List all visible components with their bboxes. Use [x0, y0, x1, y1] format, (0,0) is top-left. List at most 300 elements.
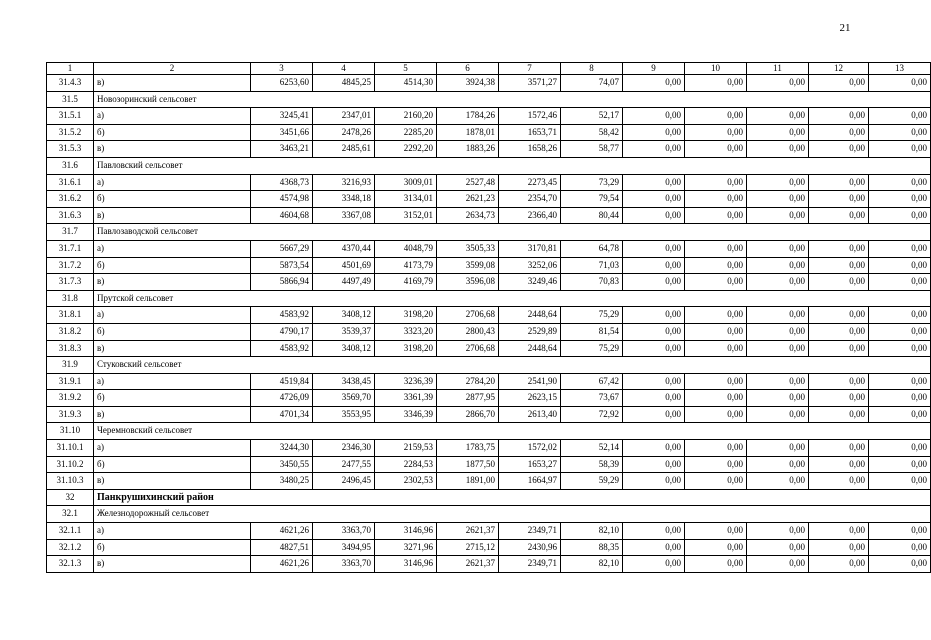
value-cell: 3363,70: [313, 523, 375, 540]
value-cell: 0,00: [809, 274, 869, 291]
value-cell: 3216,93: [313, 174, 375, 191]
column-number-header-13: 13: [869, 63, 931, 75]
value-cell: 3009,01: [375, 174, 437, 191]
settlement-name: Железнодорожный сельсовет: [94, 506, 931, 523]
value-cell: 4519,84: [251, 373, 313, 390]
value-cell: 1783,75: [437, 440, 499, 457]
value-cell: 3553,95: [313, 406, 375, 423]
value-cell: 0,00: [747, 257, 809, 274]
value-cell: 2527,48: [437, 174, 499, 191]
value-cell: 2621,37: [437, 523, 499, 540]
value-cell: 0,00: [747, 174, 809, 191]
value-cell: 4169,79: [375, 274, 437, 291]
value-cell: 0,00: [623, 539, 685, 556]
value-cell: 2706,68: [437, 307, 499, 324]
value-cell: 0,00: [623, 240, 685, 257]
row-code-cell: 31.8.2: [47, 323, 94, 340]
value-cell: 6253,60: [251, 75, 313, 92]
value-cell: 0,00: [623, 257, 685, 274]
value-cell: 3451,66: [251, 124, 313, 141]
value-cell: 73,29: [561, 174, 623, 191]
value-cell: 70,83: [561, 274, 623, 291]
option-label-cell: а): [94, 440, 251, 457]
value-cell: 2621,37: [437, 556, 499, 573]
row-code-cell: 31.5: [47, 91, 94, 108]
value-cell: 0,00: [869, 406, 931, 423]
table-row: [47, 257, 931, 274]
settlement-name: Прутской сельсовет: [94, 290, 931, 307]
row-code-cell: 31.6: [47, 157, 94, 174]
value-cell: 88,35: [561, 539, 623, 556]
table-row: [47, 191, 931, 208]
value-cell: 0,00: [747, 307, 809, 324]
value-cell: 72,92: [561, 406, 623, 423]
value-cell: 2273,45: [499, 174, 561, 191]
settlement-name: Павлозаводской сельсовет: [94, 224, 931, 241]
value-cell: 3571,27: [499, 75, 561, 92]
column-number-header-1: 1: [47, 63, 94, 75]
value-cell: 2877,95: [437, 390, 499, 407]
table-row: [47, 539, 931, 556]
column-number-header-8: 8: [561, 63, 623, 75]
table-row: [47, 207, 931, 224]
value-cell: 0,00: [623, 274, 685, 291]
row-code-cell: 31.8.1: [47, 307, 94, 324]
option-label-cell: в): [94, 556, 251, 573]
value-cell: 1653,27: [499, 456, 561, 473]
value-cell: 3569,70: [313, 390, 375, 407]
row-code-cell: 31.5.3: [47, 141, 94, 158]
row-code-cell: 31.7: [47, 224, 94, 241]
value-cell: 0,00: [809, 124, 869, 141]
value-cell: 3198,20: [375, 340, 437, 357]
value-cell: 0,00: [685, 406, 747, 423]
value-cell: 0,00: [869, 456, 931, 473]
column-number-header-11: 11: [747, 63, 809, 75]
value-cell: 82,10: [561, 523, 623, 540]
region-name: Панкрушихинский район: [94, 489, 931, 506]
row-code-cell: 31.7.2: [47, 257, 94, 274]
value-cell: 3924,38: [437, 75, 499, 92]
value-cell: 0,00: [747, 473, 809, 490]
value-cell: 2529,89: [499, 323, 561, 340]
value-cell: 58,77: [561, 141, 623, 158]
value-cell: 79,54: [561, 191, 623, 208]
value-cell: 0,00: [747, 390, 809, 407]
value-cell: 0,00: [869, 75, 931, 92]
value-cell: 0,00: [869, 124, 931, 141]
value-cell: 3170,81: [499, 240, 561, 257]
value-cell: 0,00: [685, 191, 747, 208]
value-cell: 0,00: [809, 141, 869, 158]
row-code-cell: 31.7.3: [47, 274, 94, 291]
value-cell: 0,00: [869, 539, 931, 556]
settlement-name: Павловский сельсовет: [94, 157, 931, 174]
row-code-cell: 31.10.2: [47, 456, 94, 473]
value-cell: 4574,98: [251, 191, 313, 208]
row-code-cell: 31.5.2: [47, 124, 94, 141]
value-cell: 2706,68: [437, 340, 499, 357]
section-header-row: [47, 423, 931, 440]
row-code-cell: 31.10.1: [47, 440, 94, 457]
value-cell: 1883,26: [437, 141, 499, 158]
row-code-cell: 32.1.1: [47, 523, 94, 540]
value-cell: 0,00: [685, 556, 747, 573]
table-row: [47, 174, 931, 191]
value-cell: 0,00: [685, 323, 747, 340]
value-cell: 0,00: [623, 390, 685, 407]
value-cell: 4368,73: [251, 174, 313, 191]
value-cell: 52,17: [561, 108, 623, 125]
region-header-row: [47, 489, 931, 506]
value-cell: 0,00: [623, 523, 685, 540]
value-cell: 0,00: [623, 340, 685, 357]
value-cell: 1891,00: [437, 473, 499, 490]
value-cell: 0,00: [747, 75, 809, 92]
value-cell: 80,44: [561, 207, 623, 224]
value-cell: 3450,55: [251, 456, 313, 473]
value-cell: 0,00: [747, 373, 809, 390]
value-cell: 0,00: [869, 440, 931, 457]
value-cell: 0,00: [809, 390, 869, 407]
value-cell: 4701,34: [251, 406, 313, 423]
value-cell: 3505,33: [437, 240, 499, 257]
value-cell: 82,10: [561, 556, 623, 573]
value-cell: 3249,46: [499, 274, 561, 291]
value-cell: 0,00: [747, 340, 809, 357]
row-code-cell: 31.8.3: [47, 340, 94, 357]
value-cell: 4845,25: [313, 75, 375, 92]
page-number: 21: [839, 22, 851, 34]
value-cell: 3244,30: [251, 440, 313, 457]
value-cell: 73,67: [561, 390, 623, 407]
value-cell: 0,00: [809, 539, 869, 556]
row-code-cell: 31.9: [47, 357, 94, 374]
row-code-cell: 31.6.3: [47, 207, 94, 224]
option-label-cell: б): [94, 456, 251, 473]
value-cell: 0,00: [685, 141, 747, 158]
value-cell: 4604,68: [251, 207, 313, 224]
value-cell: 0,00: [747, 323, 809, 340]
value-cell: 0,00: [685, 307, 747, 324]
option-label-cell: в): [94, 207, 251, 224]
value-cell: 3348,18: [313, 191, 375, 208]
value-cell: 2285,20: [375, 124, 437, 141]
section-header-row: [47, 290, 931, 307]
value-cell: 2784,20: [437, 373, 499, 390]
table-row: [47, 108, 931, 125]
value-cell: 0,00: [623, 373, 685, 390]
value-cell: 67,42: [561, 373, 623, 390]
value-cell: 2448,64: [499, 340, 561, 357]
section-header-row: [47, 224, 931, 241]
value-cell: 3494,95: [313, 539, 375, 556]
option-label-cell: б): [94, 539, 251, 556]
option-label-cell: в): [94, 75, 251, 92]
value-cell: 0,00: [809, 440, 869, 457]
row-code-cell: 31.4.3: [47, 75, 94, 92]
table-row: [47, 240, 931, 257]
value-cell: 0,00: [685, 274, 747, 291]
table-row: [47, 323, 931, 340]
section-header-row: [47, 506, 931, 523]
table-row: [47, 406, 931, 423]
table-row: [47, 274, 931, 291]
option-label-cell: а): [94, 108, 251, 125]
value-cell: 0,00: [623, 174, 685, 191]
value-cell: 3245,41: [251, 108, 313, 125]
value-cell: 0,00: [747, 523, 809, 540]
value-cell: 0,00: [809, 207, 869, 224]
value-cell: 71,03: [561, 257, 623, 274]
value-cell: 81,54: [561, 323, 623, 340]
value-cell: 2715,12: [437, 539, 499, 556]
value-cell: 0,00: [685, 523, 747, 540]
value-cell: 0,00: [869, 473, 931, 490]
value-cell: 4790,17: [251, 323, 313, 340]
option-label-cell: а): [94, 373, 251, 390]
value-cell: 1658,26: [499, 141, 561, 158]
value-cell: 0,00: [809, 75, 869, 92]
value-cell: 3596,08: [437, 274, 499, 291]
value-cell: 0,00: [869, 240, 931, 257]
value-cell: 58,39: [561, 456, 623, 473]
row-code-cell: 32.1.2: [47, 539, 94, 556]
value-cell: 5667,29: [251, 240, 313, 257]
value-cell: 3198,20: [375, 307, 437, 324]
row-code-cell: 32.1.3: [47, 556, 94, 573]
value-cell: 0,00: [685, 340, 747, 357]
value-cell: 0,00: [747, 207, 809, 224]
table-row: [47, 307, 931, 324]
value-cell: 3367,08: [313, 207, 375, 224]
value-cell: 4497,49: [313, 274, 375, 291]
tariff-table: [46, 62, 931, 573]
row-code-cell: 31.10.3: [47, 473, 94, 490]
option-label-cell: б): [94, 124, 251, 141]
value-cell: 1664,97: [499, 473, 561, 490]
column-number-header-4: 4: [313, 63, 375, 75]
value-cell: 0,00: [623, 191, 685, 208]
value-cell: 3271,96: [375, 539, 437, 556]
value-cell: 0,00: [869, 257, 931, 274]
value-cell: 4583,92: [251, 307, 313, 324]
value-cell: 2354,70: [499, 191, 561, 208]
settlement-name: Новозоринский сельсовет: [94, 91, 931, 108]
row-code-cell: 31.6.2: [47, 191, 94, 208]
value-cell: 1877,50: [437, 456, 499, 473]
value-cell: 0,00: [809, 307, 869, 324]
value-cell: 5866,94: [251, 274, 313, 291]
value-cell: 2621,23: [437, 191, 499, 208]
table-row: [47, 523, 931, 540]
settlement-name: Черемновский сельсовет: [94, 423, 931, 440]
section-header-row: [47, 157, 931, 174]
value-cell: 0,00: [623, 307, 685, 324]
value-cell: 52,14: [561, 440, 623, 457]
value-cell: 0,00: [869, 523, 931, 540]
value-cell: 3361,39: [375, 390, 437, 407]
value-cell: 0,00: [623, 207, 685, 224]
value-cell: 0,00: [809, 174, 869, 191]
value-cell: 0,00: [809, 108, 869, 125]
value-cell: 3236,39: [375, 373, 437, 390]
option-label-cell: а): [94, 174, 251, 191]
value-cell: 2448,64: [499, 307, 561, 324]
value-cell: 0,00: [869, 207, 931, 224]
section-header-row: [47, 357, 931, 374]
row-code-cell: 31.8: [47, 290, 94, 307]
table-row: [47, 141, 931, 158]
value-cell: 2478,26: [313, 124, 375, 141]
value-cell: 1572,02: [499, 440, 561, 457]
value-cell: 58,42: [561, 124, 623, 141]
option-label-cell: б): [94, 323, 251, 340]
value-cell: 3252,06: [499, 257, 561, 274]
value-cell: 3146,96: [375, 556, 437, 573]
table-row: [47, 456, 931, 473]
value-cell: 0,00: [623, 456, 685, 473]
table-row: [47, 340, 931, 357]
table-row: [47, 124, 931, 141]
value-cell: 2541,90: [499, 373, 561, 390]
value-cell: 4621,26: [251, 523, 313, 540]
value-cell: 1572,46: [499, 108, 561, 125]
option-label-cell: в): [94, 141, 251, 158]
value-cell: 0,00: [685, 174, 747, 191]
value-cell: 2349,71: [499, 523, 561, 540]
value-cell: 0,00: [747, 539, 809, 556]
value-cell: 2634,73: [437, 207, 499, 224]
settlement-name: Стуковский сельсовет: [94, 357, 931, 374]
value-cell: 3438,45: [313, 373, 375, 390]
value-cell: 0,00: [685, 390, 747, 407]
row-code-cell: 31.9.1: [47, 373, 94, 390]
value-cell: 2349,71: [499, 556, 561, 573]
value-cell: 0,00: [623, 108, 685, 125]
value-cell: 0,00: [869, 141, 931, 158]
value-cell: 74,07: [561, 75, 623, 92]
value-cell: 2485,61: [313, 141, 375, 158]
value-cell: 2347,01: [313, 108, 375, 125]
value-cell: 0,00: [809, 406, 869, 423]
value-cell: 0,00: [869, 108, 931, 125]
value-cell: 0,00: [747, 274, 809, 291]
table-row: [47, 556, 931, 573]
value-cell: 1784,26: [437, 108, 499, 125]
value-cell: 1878,01: [437, 124, 499, 141]
value-cell: 0,00: [685, 440, 747, 457]
value-cell: 0,00: [809, 373, 869, 390]
value-cell: 0,00: [747, 456, 809, 473]
value-cell: 0,00: [869, 323, 931, 340]
column-number-header-6: 6: [437, 63, 499, 75]
value-cell: 3480,25: [251, 473, 313, 490]
value-cell: 0,00: [685, 373, 747, 390]
table-row: [47, 75, 931, 92]
table-row: [47, 390, 931, 407]
option-label-cell: в): [94, 340, 251, 357]
value-cell: 0,00: [685, 456, 747, 473]
value-cell: 0,00: [747, 141, 809, 158]
value-cell: 0,00: [809, 191, 869, 208]
option-label-cell: б): [94, 390, 251, 407]
option-label-cell: а): [94, 523, 251, 540]
table-row: [47, 373, 931, 390]
option-label-cell: в): [94, 406, 251, 423]
value-cell: 0,00: [809, 257, 869, 274]
value-cell: 0,00: [809, 456, 869, 473]
option-label-cell: а): [94, 240, 251, 257]
row-code-cell: 32.1: [47, 506, 94, 523]
value-cell: 4173,79: [375, 257, 437, 274]
value-cell: 0,00: [747, 240, 809, 257]
row-code-cell: 31.7.1: [47, 240, 94, 257]
row-code-cell: 31.9.2: [47, 390, 94, 407]
value-cell: 0,00: [747, 406, 809, 423]
value-cell: 0,00: [685, 240, 747, 257]
value-cell: 0,00: [869, 556, 931, 573]
value-cell: 3463,21: [251, 141, 313, 158]
value-cell: 2623,15: [499, 390, 561, 407]
value-cell: 0,00: [623, 75, 685, 92]
value-cell: 2866,70: [437, 406, 499, 423]
value-cell: 4827,51: [251, 539, 313, 556]
value-cell: 4501,69: [313, 257, 375, 274]
value-cell: 2430,96: [499, 539, 561, 556]
value-cell: 3408,12: [313, 340, 375, 357]
value-cell: 0,00: [747, 440, 809, 457]
column-number-header-3: 3: [251, 63, 313, 75]
value-cell: 3363,70: [313, 556, 375, 573]
value-cell: 75,29: [561, 340, 623, 357]
value-cell: 4514,30: [375, 75, 437, 92]
value-cell: 0,00: [747, 556, 809, 573]
value-cell: 64,78: [561, 240, 623, 257]
value-cell: 3146,96: [375, 523, 437, 540]
value-cell: 4370,44: [313, 240, 375, 257]
value-cell: 1653,71: [499, 124, 561, 141]
value-cell: 0,00: [869, 174, 931, 191]
column-number-header-10: 10: [685, 63, 747, 75]
value-cell: 0,00: [623, 406, 685, 423]
table-row: [47, 440, 931, 457]
value-cell: 2159,53: [375, 440, 437, 457]
option-label-cell: в): [94, 274, 251, 291]
value-cell: 2800,43: [437, 323, 499, 340]
column-number-header-row: [47, 63, 931, 75]
table-row: [47, 473, 931, 490]
value-cell: 0,00: [685, 257, 747, 274]
value-cell: 0,00: [869, 307, 931, 324]
value-cell: 0,00: [685, 473, 747, 490]
value-cell: 3134,01: [375, 191, 437, 208]
row-code-cell: 31.6.1: [47, 174, 94, 191]
value-cell: 0,00: [809, 473, 869, 490]
value-cell: 0,00: [869, 373, 931, 390]
value-cell: 0,00: [623, 473, 685, 490]
value-cell: 2346,30: [313, 440, 375, 457]
value-cell: 0,00: [685, 124, 747, 141]
row-code-cell: 31.9.3: [47, 406, 94, 423]
table-body: [47, 63, 931, 573]
value-cell: 0,00: [809, 523, 869, 540]
value-cell: 3599,08: [437, 257, 499, 274]
value-cell: 3539,37: [313, 323, 375, 340]
column-number-header-9: 9: [623, 63, 685, 75]
column-number-header-12: 12: [809, 63, 869, 75]
value-cell: 2496,45: [313, 473, 375, 490]
